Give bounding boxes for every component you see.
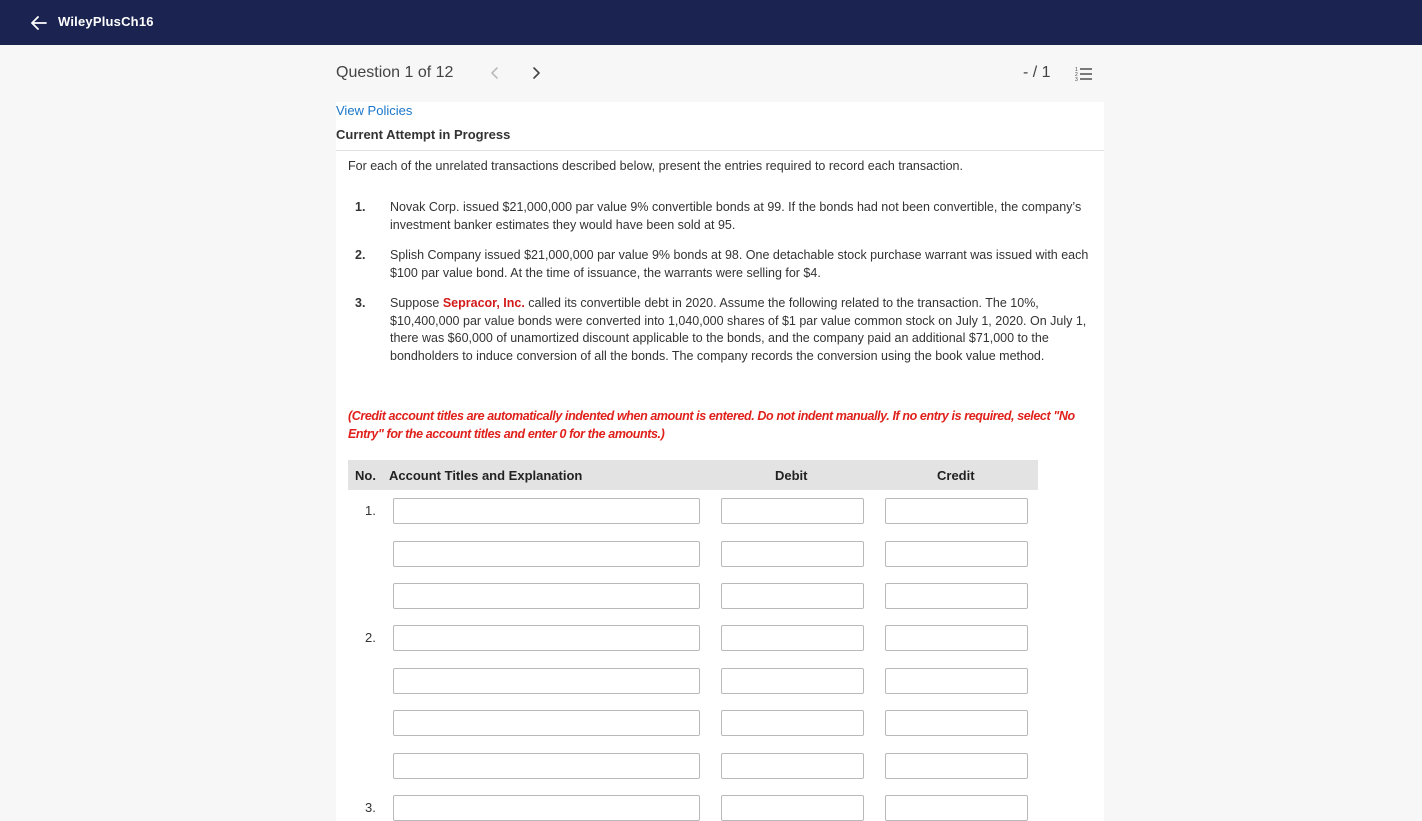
entry-number: 1. (365, 503, 376, 518)
debit-input[interactable] (721, 498, 864, 524)
column-header-account: Account Titles and Explanation (389, 468, 583, 483)
credit-input[interactable] (885, 541, 1028, 567)
journal-row (336, 668, 1104, 694)
attempt-status: Current Attempt in Progress (336, 127, 511, 142)
debit-input[interactable] (721, 795, 864, 821)
credit-input[interactable] (885, 625, 1028, 651)
credit-input[interactable] (885, 710, 1028, 736)
item-number: 2. (355, 248, 366, 262)
svg-text:2: 2 (1075, 72, 1078, 78)
journal-row (336, 541, 1104, 567)
debit-input[interactable] (721, 753, 864, 779)
svg-text:3: 3 (1075, 77, 1078, 83)
journal-row (336, 710, 1104, 736)
company-name-highlight: Sepracor, Inc. (442, 296, 525, 310)
debit-input[interactable] (721, 541, 864, 567)
account-title-input[interactable] (393, 583, 700, 609)
account-title-input[interactable] (393, 753, 700, 779)
journal-table-header (348, 460, 1038, 490)
previous-question-button[interactable] (486, 64, 504, 82)
svg-text:1: 1 (1075, 67, 1078, 73)
credit-input[interactable] (885, 583, 1028, 609)
debit-input[interactable] (721, 710, 864, 736)
numbered-list-icon (1074, 65, 1094, 83)
app-title: WileyPlusCh16 (58, 14, 154, 29)
question-list-button[interactable] (1074, 65, 1094, 83)
chevron-right-icon (527, 64, 545, 82)
journal-row (336, 625, 1104, 651)
account-title-input[interactable] (393, 625, 700, 651)
column-header-credit: Credit (937, 468, 975, 483)
debit-input[interactable] (721, 625, 864, 651)
entry-number: 3. (365, 800, 376, 815)
item-number: 1. (355, 200, 366, 214)
credit-input[interactable] (885, 753, 1028, 779)
back-arrow-icon[interactable] (28, 12, 50, 34)
question-score: - / 1 (1023, 64, 1051, 81)
journal-row (336, 795, 1104, 821)
journal-row (336, 753, 1104, 779)
divider (336, 150, 1104, 151)
account-title-input[interactable] (393, 541, 700, 567)
entry-instructions: (Credit account titles are automatically indented when amount is entered. Do not indent manually. If no entry is required, select "No Entry" for the account titles and enter 0 for the amounts.) (348, 409, 1075, 441)
chevron-left-icon (486, 64, 504, 82)
credit-input[interactable] (885, 668, 1028, 694)
journal-row (336, 498, 1104, 524)
credit-input[interactable] (885, 498, 1028, 524)
account-title-input[interactable] (393, 498, 700, 524)
question-counter: Question 1 of 12 (336, 64, 454, 81)
item-text: Novak Corp. issued $21,000,000 par value 9% convertible bonds at 99. If the bonds had not been convertible, the company’s investment banker estimates they would have been sold at 95. (390, 200, 1082, 232)
account-title-input[interactable] (393, 668, 700, 694)
column-header-debit: Debit (775, 468, 808, 483)
item-number: 3. (355, 296, 366, 310)
problem-intro: For each of the unrelated transactions described below, present the entries required to record each transaction. (348, 159, 963, 173)
arrow-left-icon (31, 16, 47, 30)
top-bar (0, 0, 1422, 45)
item-text: Splish Company issued $21,000,000 par value 9% bonds at 98. One detachable stock purchase warrant was issued with each $100 par value bond. At the time of issuance, the warrants were selling for $4. (390, 248, 1089, 280)
column-header-no: No. (355, 468, 376, 483)
item-text-after: called its convertible debt in 2020. Assume the following related to the transaction. The 10%, $10,400,000 par value bonds were converted into 1,040,000 shares of $1 par value common stock on July 1, 2020. On July 1, there was $60,000 of unamortized discount applicable to the bonds, and the company paid an additional $71,000 to the bondholders to induce conversion of all the bonds. The company records the conversion using the book value method. (390, 296, 1087, 363)
view-policies-link[interactable]: View Policies (336, 103, 413, 118)
debit-input[interactable] (721, 668, 864, 694)
account-title-input[interactable] (393, 710, 700, 736)
question-nav-bar (0, 45, 1422, 102)
question-panel (336, 102, 1104, 821)
next-question-button[interactable] (527, 64, 545, 82)
entry-number: 2. (365, 630, 376, 645)
item-text (390, 295, 1090, 365)
credit-input[interactable] (885, 795, 1028, 821)
item-text-before: Suppose (390, 296, 443, 310)
debit-input[interactable] (721, 583, 864, 609)
journal-row (336, 583, 1104, 609)
account-title-input[interactable] (393, 795, 700, 821)
